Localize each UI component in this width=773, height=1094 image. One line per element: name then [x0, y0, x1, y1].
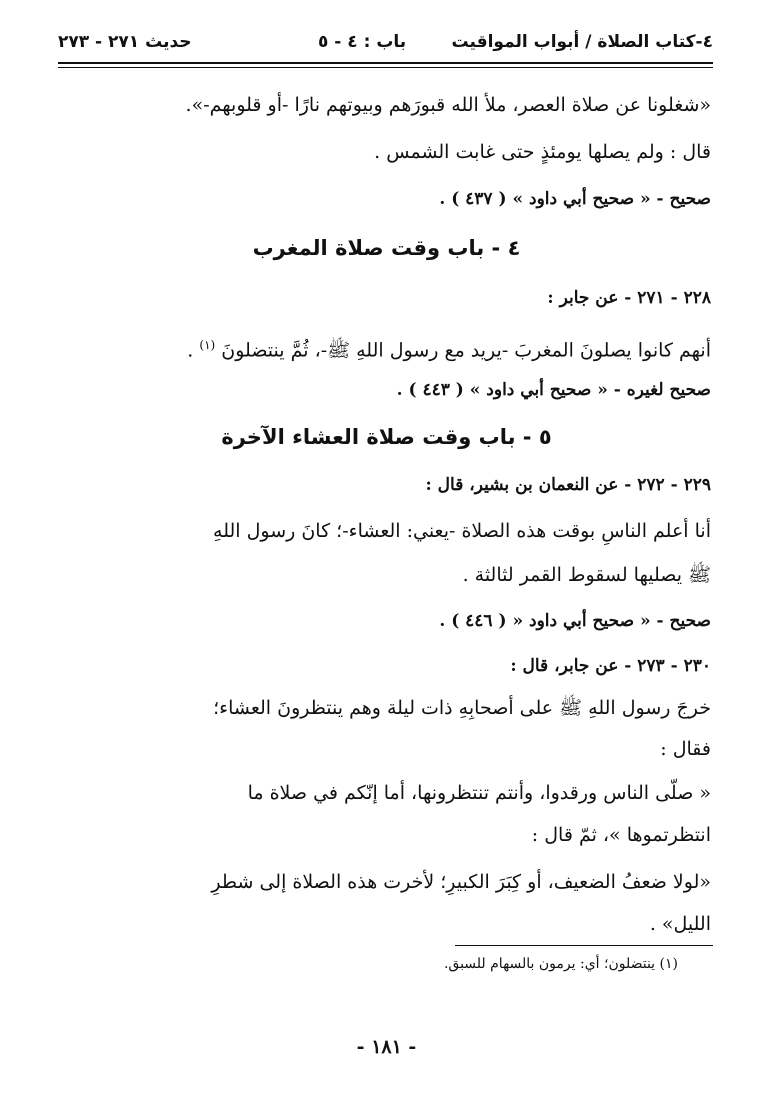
page-header	[58, 28, 713, 62]
hadith-number-line: ٢٢٨ - ٢٧١ - عن جابر :	[547, 288, 711, 308]
hadith-number-line: ٢٣٠ - ٢٧٣ - عن جابر، قال :	[510, 656, 711, 676]
chapter-range: باب : ٤ - ٥	[318, 32, 407, 52]
text-line: « صلّى الناس ورقدوا، وأنتم تنتظرونها، أما إنّكم في صلاة ما	[247, 782, 711, 804]
header-rule-thin	[58, 67, 713, 68]
grading-line: صحيح - « صحيح أبي داود « ( ٤٤٦ ) .	[439, 611, 711, 631]
section-heading-maghrib: ٤ - باب وقت صلاة المغرب	[252, 236, 521, 260]
grading-line: صحيح - « صحيح أبي داود » ( ٤٣٧ ) .	[439, 189, 711, 209]
text-line: أنا أعلم الناسِ بوقت هذه الصلاة -يعني: العشاء-؛ كانَ رسول اللهِ	[213, 520, 711, 542]
header-rule-thick	[58, 62, 713, 64]
text-line: «لولا ضعفُ الضعيف، أو كِبَرَ الكبيرِ؛ لأخرت هذه الصلاة إلى شطرِ	[211, 871, 711, 893]
text-line: الليل» .	[649, 913, 711, 935]
hadith-number-line: ٢٢٩ - ٢٧٢ - عن النعمان بن بشير، قال :	[425, 475, 711, 495]
section-heading-isha: ٥ - باب وقت صلاة العشاء الآخرة	[221, 425, 552, 449]
text-line: فقال :	[660, 738, 711, 760]
footnote-rule	[455, 945, 713, 946]
text-line: انتظرتموها »، ثمّ قال :	[531, 824, 711, 846]
text-line: «شغلونا عن صلاة العصر، ملأ الله قبورَهم وبيوتهم نارًا -أو قلوبهم-».	[185, 94, 711, 116]
text-line: خرجَ رسول اللهِ ﷺ على أصحابِهِ ذات ليلة وهم ينتظرونَ العشاء؛	[213, 697, 711, 719]
book-title: ٤-كتاب الصلاة / أبواب المواقيت	[451, 32, 713, 52]
text-line: قال : ولم يصلها يومئذٍ حتى غابت الشمس .	[374, 141, 711, 163]
grading-line: صحيح لغيره - « صحيح أبي داود » ( ٤٤٣ ) .	[396, 380, 711, 400]
page-number: - ١٨١ -	[356, 1036, 417, 1058]
text-line	[187, 330, 711, 365]
footnote-marker: (١)	[199, 338, 216, 352]
text-span: أنهم كانوا يصلونَ المغربَ -يريد مع رسول اللهِ ﷺ-، ثُمَّ ينتضلونَ	[221, 339, 711, 362]
text-line: ﷺ يصليها لسقوط القمر لثالثة .	[462, 564, 711, 586]
text-span: .	[187, 339, 194, 362]
hadith-range: حديث ٢٧١ - ٢٧٣	[58, 32, 192, 52]
footnote: (١) ينتضلون؛ أي: يرمون بالسهام للسبق.	[443, 956, 678, 972]
